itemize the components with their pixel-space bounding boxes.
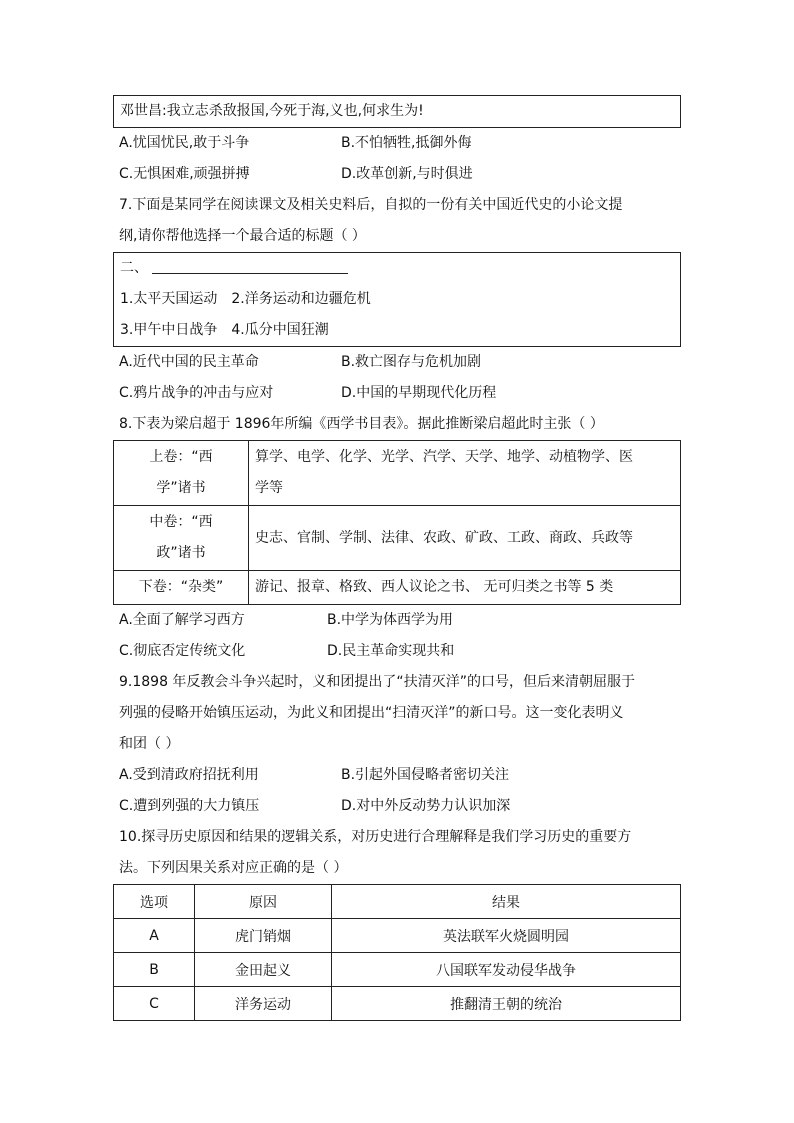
q6-options-row-2 xyxy=(113,159,681,190)
q10-row-c-option: C xyxy=(114,987,195,1021)
q7-outline-heading xyxy=(120,253,674,284)
q8-option-a[interactable]: A.全面了解学习西方 xyxy=(119,612,245,628)
q10-stem xyxy=(113,822,681,884)
q9-stem xyxy=(113,667,681,760)
q9-options-row-1 xyxy=(113,760,681,791)
q8-row-2-volume-line-1: 中卷：“西 xyxy=(149,514,213,530)
q10-table-row[interactable] xyxy=(114,919,681,953)
exam-page xyxy=(113,95,681,1021)
q7-options-row-2 xyxy=(113,378,681,409)
q10-stem-line-2: 法。下列因果关系对应正确的是（ ） xyxy=(119,860,348,876)
q10-header-result: 结果 xyxy=(332,885,681,919)
q7-outline-head-label: 二、 xyxy=(120,260,148,276)
q6-options-row-1 xyxy=(113,128,681,159)
q7-outline-item-1: 1.太平天国运动 xyxy=(120,291,218,307)
q8-table xyxy=(113,440,681,605)
q6-option-d[interactable]: D.改革创新,与时俱进 xyxy=(341,166,473,182)
q7-outline-line-2 xyxy=(120,315,674,346)
q9-stem-line-3: 和团（ ） xyxy=(119,736,180,752)
q10-table-row[interactable] xyxy=(114,953,681,987)
q8-row-2-volume xyxy=(114,506,249,571)
q8-stem xyxy=(113,409,681,440)
q10-row-c-cause: 洋务运动 xyxy=(195,987,332,1021)
q8-row-1-volume-line-1: 上卷：“西 xyxy=(149,449,213,465)
q8-option-d[interactable]: D.民主革命实现共和 xyxy=(327,643,455,659)
q10-row-a-option: A xyxy=(114,919,195,953)
q7-option-d[interactable]: D.中国的早期现代化历程 xyxy=(341,385,497,401)
q9-option-a[interactable]: A.受到清政府招抚利用 xyxy=(119,767,259,783)
q8-table-row xyxy=(114,571,681,605)
q7-option-b[interactable]: B.救亡图存与危机加剧 xyxy=(341,354,482,370)
q8-row-1-volume xyxy=(114,441,249,506)
q10-row-b-result: 八国联军发动侵华战争 xyxy=(332,953,681,987)
q7-outline-item-3: 3.甲午中日战争 xyxy=(120,322,218,338)
quote-text: 邓世昌:我立志杀敌报国,今死于海,义也,何求生为! xyxy=(120,103,424,119)
q8-row-2-contents: 史志、官制、学制、法律、农政、矿政、工政、商政、兵政等 xyxy=(249,506,681,571)
q7-stem-line-1: 7.下面是某同学在阅读课文及相关史料后，自拟的一份有关中国近代史的小论文提 xyxy=(119,197,623,213)
q8-table-row xyxy=(114,441,681,506)
q8-row-3-volume: 下卷：“杂类” xyxy=(114,571,249,605)
q7-stem-line-2: 纲,请你帮他选择一个最合适的标题（ ） xyxy=(119,228,366,244)
q7-outline-box xyxy=(113,252,681,347)
q7-options-row-1 xyxy=(113,347,681,378)
q10-header-option: 选项 xyxy=(114,885,195,919)
q9-option-d[interactable]: D.对中外反动势力认识加深 xyxy=(341,798,511,814)
q8-stem-line: 8.下表为梁启超于 1896年所编《西学书目表》。据此推断梁启超此时主张（ ） xyxy=(119,416,604,432)
q8-options-row-2 xyxy=(113,636,681,667)
q10-header-cause: 原因 xyxy=(195,885,332,919)
q10-table xyxy=(113,884,681,1021)
q6-option-b[interactable]: B.不怕牺牲,抵御外侮 xyxy=(341,135,472,151)
q6-option-a[interactable]: A.忧国忧民,敢于斗争 xyxy=(119,135,250,151)
q8-table-row xyxy=(114,506,681,571)
q8-row-3-contents: 游记、报章、格致、西人议论之书、 无可归类之书等 5 类 xyxy=(249,571,681,605)
q8-option-b[interactable]: B.中学为体西学为用 xyxy=(327,612,454,628)
q10-header-row xyxy=(114,885,681,919)
q10-row-b-cause: 金田起义 xyxy=(195,953,332,987)
q10-row-c-result: 推翻清王朝的统治 xyxy=(332,987,681,1021)
q6-option-c[interactable]: C.无惧困难,顽强拼搏 xyxy=(119,166,250,182)
quote-box xyxy=(113,95,681,128)
q7-stem xyxy=(113,190,681,252)
q10-stem-line-1: 10.探寻历史原因和结果的逻辑关系，对历史进行合理解释是我们学习历史的重要方 xyxy=(119,829,632,845)
q8-row-1-contents-line-1: 算学、电学、化学、光学、汽学、天学、地学、动植物学、医 xyxy=(255,449,633,465)
q7-option-c[interactable]: C.鸦片战争的冲击与应对 xyxy=(119,385,274,401)
q8-option-c[interactable]: C.彻底否定传统文化 xyxy=(119,643,246,659)
q10-row-b-option: B xyxy=(114,953,195,987)
q8-row-1-volume-line-2: 学”诸书 xyxy=(156,480,206,496)
q9-option-b[interactable]: B.引起外国侵略者密切关注 xyxy=(341,767,510,783)
q7-option-a[interactable]: A.近代中国的民主革命 xyxy=(119,354,259,370)
q9-stem-line-1: 9.1898 年反教会斗争兴起时，义和团提出了“扶清灭洋”的口号，但后来清朝屈服于 xyxy=(119,674,635,690)
q10-table-row[interactable] xyxy=(114,987,681,1021)
q9-option-c[interactable]: C.遭到列强的大力镇压 xyxy=(119,798,260,814)
q7-title-blank[interactable] xyxy=(152,257,348,274)
q8-row-1-contents-line-2: 学等 xyxy=(255,480,283,496)
q7-outline-line-1 xyxy=(120,284,674,315)
q7-outline-item-4: 4.瓜分中国狂潮 xyxy=(231,322,329,338)
q8-row-1-contents xyxy=(249,441,681,506)
q10-row-a-cause: 虎门销烟 xyxy=(195,919,332,953)
q8-options-row-1 xyxy=(113,605,681,636)
q7-outline-item-2: 2.洋务运动和边疆危机 xyxy=(231,291,371,307)
q9-stem-line-2: 列强的侵略开始镇压运动，为此义和团提出“扫清灭洋”的新口号。这一变化表明义 xyxy=(119,705,624,721)
q9-options-row-2 xyxy=(113,791,681,822)
q8-row-2-volume-line-2: 政”诸书 xyxy=(156,545,206,561)
q10-row-a-result: 英法联军火烧圆明园 xyxy=(332,919,681,953)
